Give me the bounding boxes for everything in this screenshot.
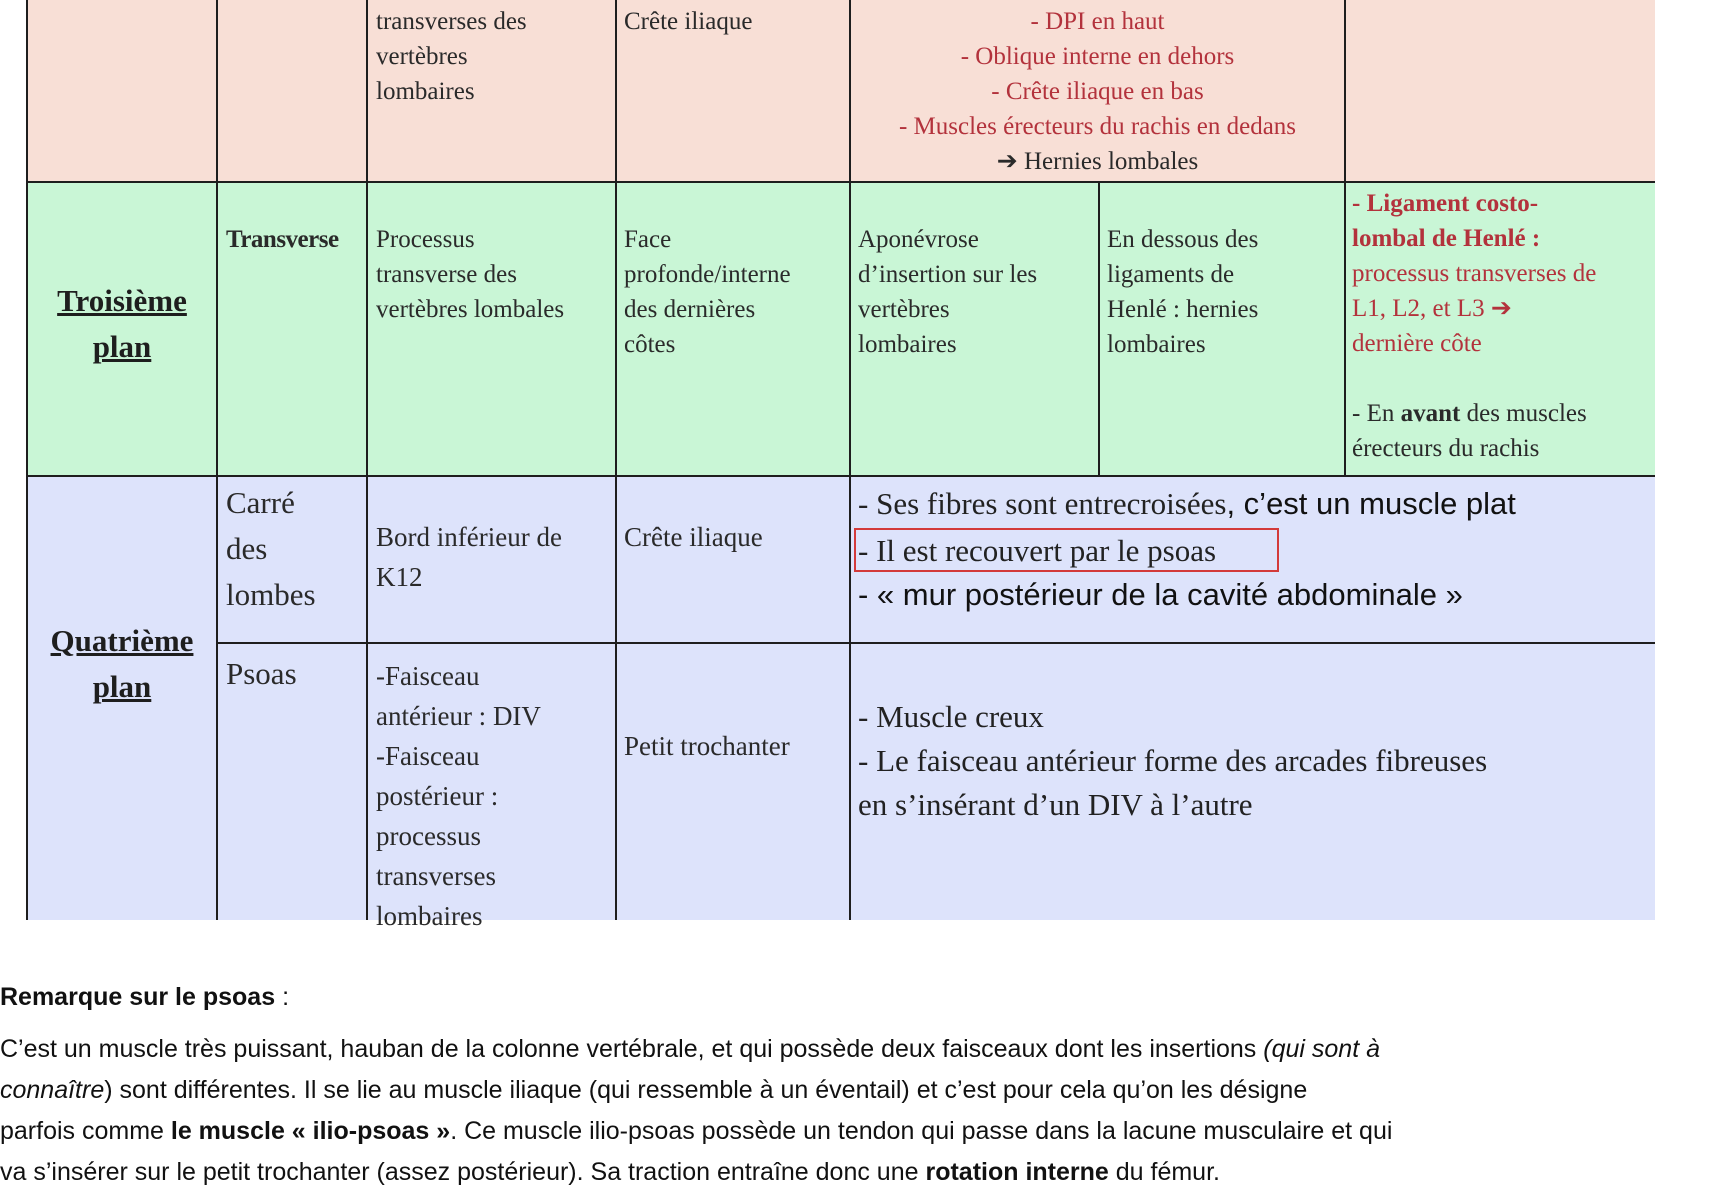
remarque-line-4: va s’insérer sur le petit trochanter (assez postérieur). Sa traction entraîne donc une rotation interne du fémur. (0, 1158, 1220, 1186)
row-background-2nd-plan (27, 0, 1655, 182)
psoas-terminaison: Petit trochanter (624, 731, 790, 761)
row2-position: En dessous des ligaments de Henlé : hernies lombaires (1107, 226, 1259, 358)
grid-line (1344, 0, 1346, 476)
grid-line (366, 0, 368, 920)
row2-remarques: - Ligament costo- lombal de Henlé : processus transverses de L1, L2, et L3 ➔ dernière côte - En avant des muscles érecteurs du rachis (1352, 190, 1597, 462)
carre-origin: Bord inférieur de K12 (376, 522, 562, 592)
grid-line (26, 0, 28, 920)
plan-label-quatrieme: Quatrième plan (50, 623, 194, 704)
grid-line (26, 181, 1655, 183)
remarque-line-3: parfois comme le muscle « ilio-psoas ». Ce muscle ilio-psoas possède un tendon qui passe dans la lacune musculaire et qui (0, 1117, 1393, 1145)
muscle-name-carre-des-lombes: Carré des lombes (226, 485, 316, 612)
carre-terminaison: Crête iliaque (624, 522, 763, 552)
grid-line (26, 475, 1655, 477)
psoas-origin: -Faisceau antérieur : DIV -Faisceau postérieur : processus transverses lombaires (376, 661, 541, 931)
psoas-notes: - Muscle creux - Le faisceau antérieur forme des arcades fibreuses en s’insérant d’un DIV à l’autre (858, 699, 1488, 822)
grid-line (216, 642, 1655, 644)
row2-terminaison: Face profonde/interne des dernières côtes (624, 226, 791, 358)
highlight-box (854, 528, 1279, 572)
muscle-name-transverse: Transverse (226, 226, 339, 253)
row2-insertion: Aponévrose d’insertion sur les vertèbres lombaires (858, 226, 1038, 358)
grid-line (615, 0, 617, 920)
row1-rapports: - DPI en haut - Oblique interne en dehors - Crête iliaque en bas - Muscles érecteurs du rachis en dedans ➔ Hernies lombales (898, 8, 1297, 175)
remarque-title: Remarque sur le psoas : (0, 983, 290, 1011)
carre-notes: - Ses fibres sont entrecroisées, c’est un muscle plat - Il est recouvert par le psoas - « mur postérieur de la cavité abdominale » (858, 486, 1516, 612)
remarque-line-2: connaître) sont différentes. Il se lie au muscle iliaque (qui ressemble à un éventail) et c’est pour cela qu’on les désigne (0, 1076, 1308, 1104)
row1-terminaison: Crête iliaque (624, 8, 753, 35)
row1-origin: transverses des vertèbres lombaires (376, 8, 527, 105)
remarque-line-1: C’est un muscle très puissant, hauban de la colonne vertébrale, et qui possède deux faisceaux dont les insertions (qui sont à (0, 1035, 1381, 1063)
row2-origin: Processus transverse des vertèbres lombales (376, 226, 565, 323)
plan-label-troisieme: Troisième plan (57, 283, 187, 364)
grid-line (1098, 182, 1100, 476)
muscle-name-psoas: Psoas (226, 656, 297, 691)
grid-line (216, 0, 218, 920)
arrow-icon: ➔ (996, 148, 1018, 175)
